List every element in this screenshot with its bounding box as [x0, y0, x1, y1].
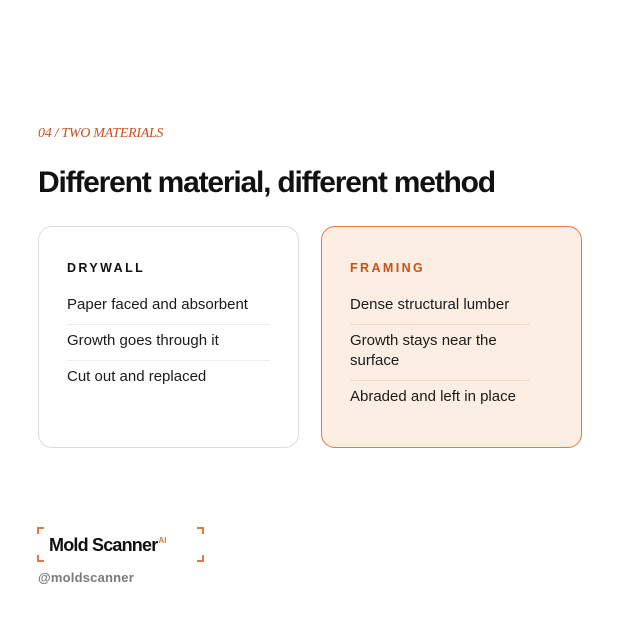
brand-name [49, 535, 165, 556]
list-item: Dense structural lumber [350, 289, 530, 325]
list-item: Cut out and replaced [67, 368, 207, 385]
brand-logo [37, 527, 204, 562]
drywall-card [38, 226, 299, 448]
frame-corner-icon [37, 555, 44, 562]
list-item: Abraded and left in place [350, 388, 516, 405]
headline: Different material, different method [38, 166, 495, 199]
list-item: Growth goes through it [67, 325, 270, 361]
frame-corner-icon [197, 527, 204, 534]
section-kicker: 04 / TWO MATERIALS [38, 126, 164, 141]
list-item: Paper faced and absorbent [67, 289, 270, 325]
social-handle: @moldscanner [38, 570, 134, 585]
brand-name-text: Mold Scanner [49, 535, 158, 555]
drywall-card-list [67, 289, 270, 396]
list-item: Growth stays near the surface [350, 325, 530, 381]
brand-suffix: AI [158, 536, 167, 545]
framing-card [321, 226, 582, 448]
drywall-card-label: DRYWALL [67, 261, 146, 275]
framing-card-label: FRAMING [350, 261, 426, 275]
frame-corner-icon [37, 527, 44, 534]
framing-card-list [350, 289, 553, 416]
frame-corner-icon [197, 555, 204, 562]
